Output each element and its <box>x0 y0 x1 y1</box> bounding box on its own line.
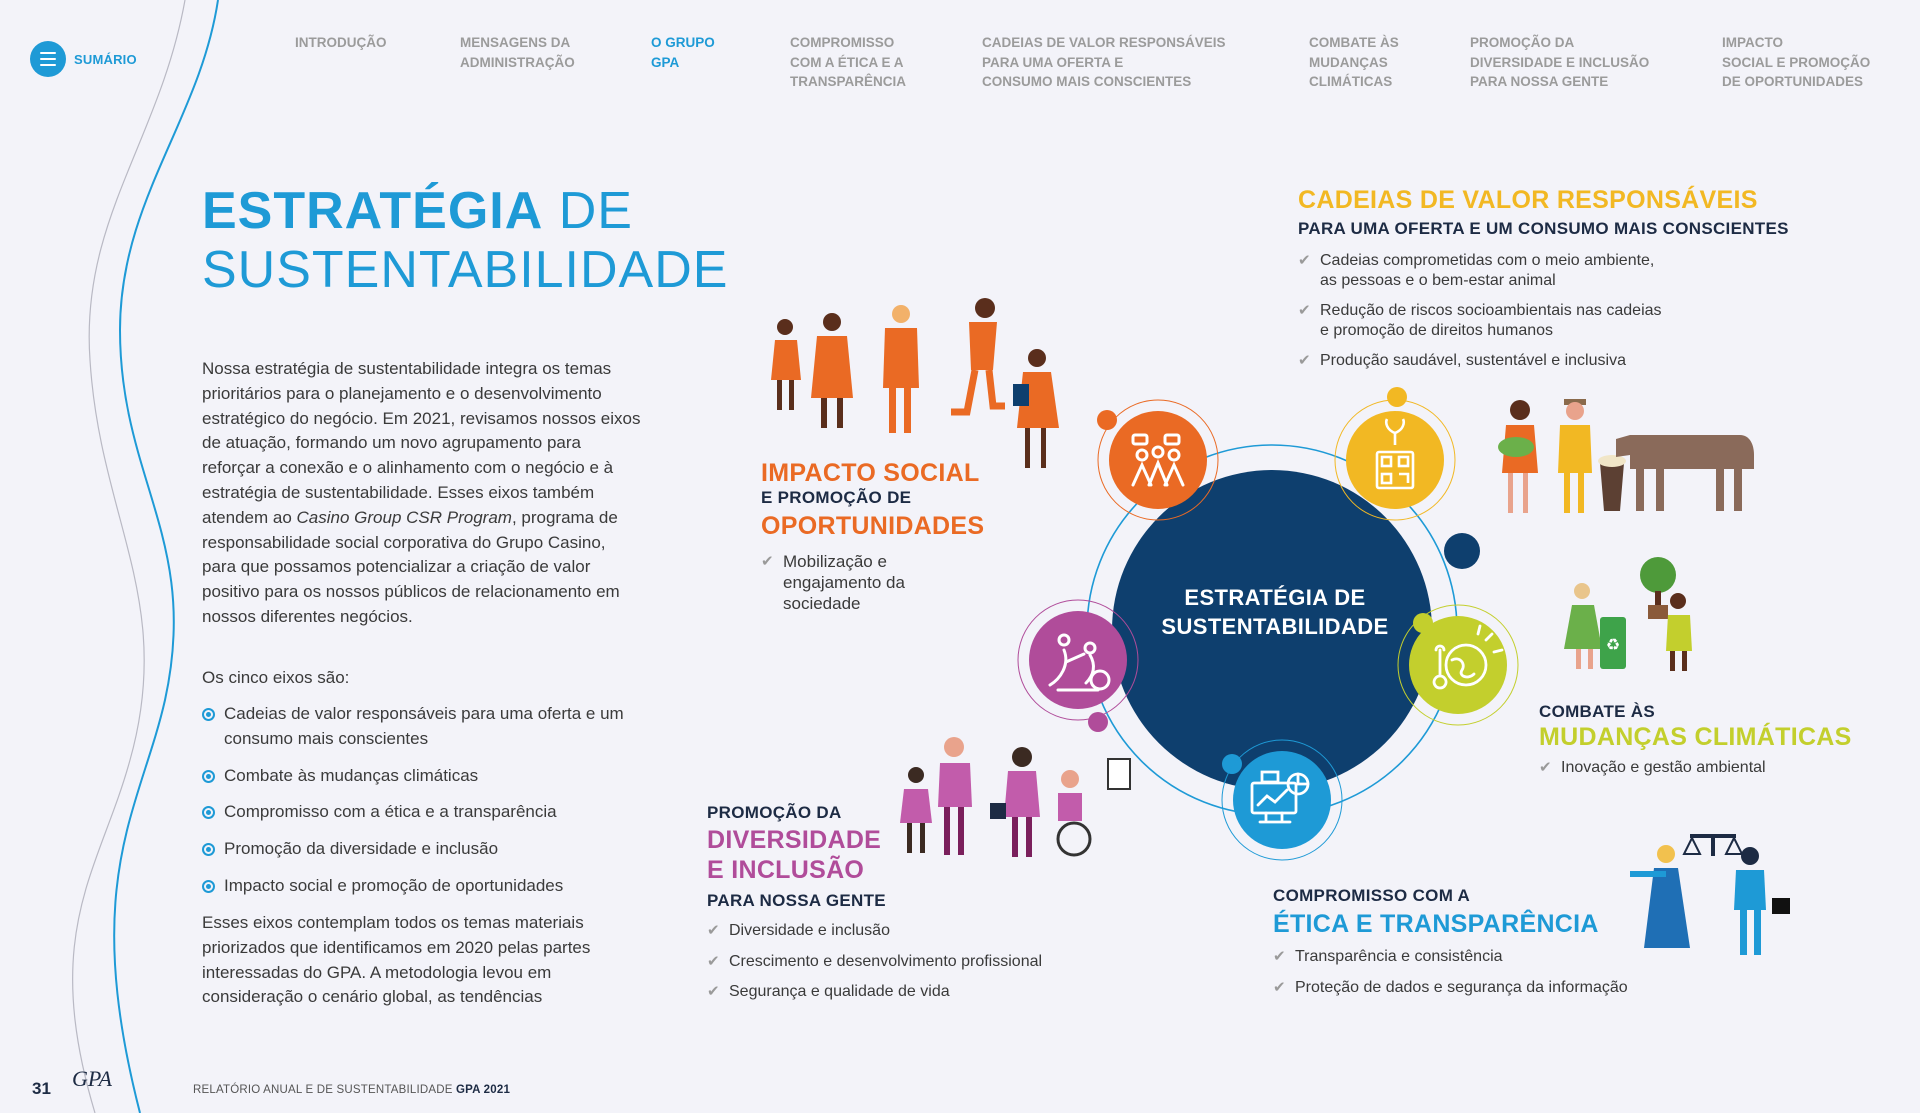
nav-impacto[interactable]: IMPACTO SOCIAL E PROMOÇÃO DE OPORTUNIDADES <box>1722 35 1871 89</box>
intro-text-b: , programa de responsabilidade social corporativa do Grupo Casino, para que possamos potencializar a criação de valor positivo para os nossos públicos de relacionamento em nossos diferentes negócios. <box>202 507 620 626</box>
impacto-subtitle: E PROMOÇÃO DE <box>761 488 912 507</box>
nav-cadeias[interactable]: CADEIAS DE VALOR RESPONSÁVEIS PARA UMA OFERTA E CONSUMO MAIS CONSCIENTES <box>982 35 1226 89</box>
menu-icon <box>30 41 66 77</box>
list-item: ✔ Proteção de dados e segurança da informação <box>1273 978 1693 998</box>
list-item: ✔ Segurança e qualidade de vida <box>707 982 1127 1002</box>
list-item: ✔ Inovação e gestão ambiental <box>1539 758 1899 778</box>
cadeias-illustration <box>1480 395 1780 520</box>
section-etica <box>1273 886 1693 1008</box>
impacto-title-2: OPORTUNIDADES <box>761 512 985 540</box>
diversidade-title-2: E INCLUSÃO <box>707 856 865 884</box>
list-item: Compromisso com a ética e a transparência <box>202 800 642 825</box>
cadeias-title: CADEIAS DE VALOR RESPONSÁVEIS <box>1298 186 1758 214</box>
center-label-line2: SUSTENTABILIDADE <box>1161 614 1389 639</box>
clima-list <box>1539 758 1899 778</box>
section-cadeias <box>1298 185 1838 382</box>
list-item: Combate às mudanças climáticas <box>202 764 642 789</box>
impacto-illustration <box>755 292 1075 470</box>
clima-title: MUDANÇAS CLIMÁTICAS <box>1539 723 1852 751</box>
title-line2: SUSTENTABILIDADE <box>202 241 729 299</box>
intro-paragraph <box>202 357 642 630</box>
list-item: ✔ Crescimento e desenvolvimento profissional <box>707 952 1127 972</box>
list-item: Promoção da diversidade e inclusão <box>202 837 642 862</box>
section-impacto <box>761 458 1021 625</box>
nav-o-grupo-gpa[interactable]: O GRUPO GPA <box>651 35 715 70</box>
summary-menu-button[interactable] <box>30 41 137 77</box>
clima-illustration <box>1552 555 1712 675</box>
axes-list <box>202 702 642 911</box>
page-title <box>202 182 728 300</box>
clima-subtitle: COMBATE ÀS <box>1539 702 1656 721</box>
diversidade-subtitle: PROMOÇÃO DA <box>707 803 842 822</box>
cadeias-subtitle: PARA UMA OFERTA E UM CONSUMO MAIS CONSCIENTES <box>1298 219 1789 238</box>
nav-diversidade[interactable]: PROMOÇÃO DA DIVERSIDADE E INCLUSÃO PARA NOSSA GENTE <box>1470 35 1650 89</box>
closing-paragraph: Esses eixos contemplam todos os temas materiais priorizados que identificamos em 2020 pelas partes interessadas do GPA. A metodologia levou em consideração o cenário global, as tendências <box>202 913 591 1007</box>
impacto-list <box>761 551 1021 614</box>
report-footer <box>193 1084 510 1096</box>
diversidade-title: DIVERSIDADE <box>707 826 882 854</box>
diversidade-list <box>707 921 1127 1002</box>
gpa-logo: GPA <box>72 1066 112 1091</box>
impacto-title: IMPACTO SOCIAL <box>761 459 980 487</box>
intro-text-a: Nossa estratégia de sustentabilidade integra os temas prioritários para o planejamento e o desenvolvimento estratégico do negócio. Em 2021, revisamos nossos eixos de atuação, formando um novo agrupamento para reforçar a conexão e o alinhamento com o negócio e à estratégia de sustentabilidade. Esses eixos também atendem ao <box>202 359 641 527</box>
etica-list <box>1273 947 1693 997</box>
diversidade-subtitle-2: PARA NOSSA GENTE <box>707 891 886 910</box>
report-title: RELATÓRIO ANUAL E DE SUSTENTABILIDADE <box>193 1084 457 1096</box>
list-item: ✔ Diversidade e inclusão <box>707 921 1127 941</box>
list-item: ✔ Mobilização e engajamento da sociedade <box>761 551 1021 614</box>
nav-clima[interactable]: COMBATE ÀS MUDANÇAS CLIMÁTICAS <box>1309 35 1399 89</box>
axes-intro: Os cinco eixos são: <box>202 668 350 687</box>
nav-etica[interactable]: COMPROMISSO COM A ÉTICA E A TRANSPARÊNCIA <box>790 35 907 89</box>
center-label <box>1140 583 1410 641</box>
title-bold: ESTRATÉGIA <box>202 182 544 240</box>
cadeias-list <box>1298 251 1838 371</box>
list-item: ✔ Produção saudável, sustentável e inclusiva <box>1298 351 1838 371</box>
nav-mensagens[interactable]: MENSAGENS DA ADMINISTRAÇÃO <box>460 35 575 70</box>
list-item: ✔ Cadeias comprometidas com o meio ambiente, as pessoas e o bem-estar animal <box>1298 251 1838 290</box>
etica-title: ÉTICA E TRANSPARÊNCIA <box>1273 910 1599 938</box>
section-clima <box>1539 702 1899 789</box>
page-number: 31 <box>32 1079 51 1098</box>
list-item: ✔ Transparência e consistência <box>1273 947 1693 967</box>
title-rest: DE <box>543 182 633 240</box>
svg-text:♻: ♻ <box>1605 637 1621 654</box>
list-item: ✔ Redução de riscos socioambientais nas cadeias e promoção de direitos humanos <box>1298 301 1838 340</box>
etica-subtitle: COMPROMISSO COM A <box>1273 886 1471 905</box>
nav-introducao[interactable]: INTRODUÇÃO <box>295 35 387 50</box>
list-item: Cadeias de valor responsáveis para uma oferta e um consumo mais conscientes <box>202 702 642 752</box>
section-diversidade <box>707 803 1127 1013</box>
summary-label: SUMÁRIO <box>74 51 137 67</box>
list-item: Impacto social e promoção de oportunidades <box>202 874 642 899</box>
intro-italic: Casino Group CSR Program <box>296 507 512 527</box>
report-title-bold: GPA 2021 <box>456 1084 511 1096</box>
center-label-line1: ESTRATÉGIA DE <box>1184 585 1366 610</box>
